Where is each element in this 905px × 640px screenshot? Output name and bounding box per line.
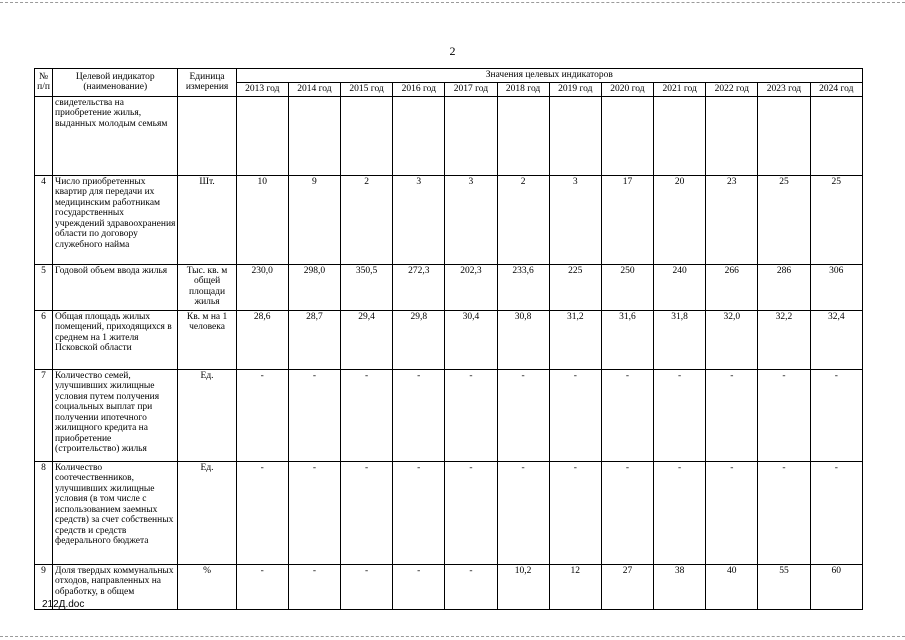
row-number xyxy=(35,96,53,175)
row-number: 5 xyxy=(35,264,53,310)
header-year: 2022 год xyxy=(706,82,758,96)
header-year: 2023 год xyxy=(758,82,810,96)
indicator-value: - xyxy=(654,461,706,564)
indicator-value xyxy=(706,96,758,175)
header-year: 2019 год xyxy=(549,82,601,96)
indicator-name: Доля твердых коммунальных отходов, направленных на обработку, в общем xyxy=(53,564,178,609)
indicator-value: 3 xyxy=(549,175,601,264)
row-number: 9 xyxy=(35,564,53,609)
header-year: 2017 год xyxy=(445,82,497,96)
indicator-value xyxy=(549,96,601,175)
table-row xyxy=(35,175,863,264)
indicator-value: 10,2 xyxy=(497,564,549,609)
indicator-value: - xyxy=(341,369,393,461)
indicator-name: Количество соотечественников, улучшивших жилищные условия (в том числе с использованием заемных средств) за счет собственных средств и средств федерального бюджета xyxy=(53,461,178,564)
header-year: 2021 год xyxy=(654,82,706,96)
indicator-name: Число приобретенных квартир для передачи их медицинским работникам государственных учреждений здравоохранения области по договору служебного найма xyxy=(53,175,178,264)
indicator-value: 272,3 xyxy=(393,264,445,310)
indicator-value xyxy=(341,96,393,175)
indicator-value: - xyxy=(288,564,340,609)
indicator-value: 30,8 xyxy=(497,310,549,369)
table-body xyxy=(35,96,863,609)
header-unit: Единица измерения xyxy=(178,69,236,97)
indicator-value: 31,6 xyxy=(601,310,653,369)
indicator-value xyxy=(445,96,497,175)
indicator-value xyxy=(288,96,340,175)
indicator-value: - xyxy=(288,369,340,461)
indicator-value: - xyxy=(445,461,497,564)
indicator-value: 286 xyxy=(758,264,810,310)
header-year: 2014 год xyxy=(288,82,340,96)
indicator-value: - xyxy=(445,564,497,609)
header-year: 2024 год xyxy=(810,82,862,96)
indicator-unit: % xyxy=(178,564,236,609)
indicator-value: 29,4 xyxy=(341,310,393,369)
indicator-value: - xyxy=(601,369,653,461)
indicator-value: - xyxy=(497,369,549,461)
indicator-value: - xyxy=(393,564,445,609)
indicator-unit: Кв. м на 1 человека xyxy=(178,310,236,369)
row-number: 8 xyxy=(35,461,53,564)
indicator-value: - xyxy=(288,461,340,564)
indicator-value: 30,4 xyxy=(445,310,497,369)
indicator-name: свидетельства на приобретение жилья, выданных молодым семьям xyxy=(53,96,178,175)
indicator-value: 25 xyxy=(810,175,862,264)
indicator-value: 31,2 xyxy=(549,310,601,369)
indicator-value: 27 xyxy=(601,564,653,609)
indicator-value: - xyxy=(341,461,393,564)
indicator-value: 28,6 xyxy=(236,310,288,369)
indicator-name: Количество семей, улучшивших жилищные условия путем получения социальных выплат при получении ипотечного жилищного кредита на приобретение (строительство) жилья xyxy=(53,369,178,461)
header-indicator: Целевой индикатор (наименование) xyxy=(53,69,178,97)
indicator-value: 266 xyxy=(706,264,758,310)
indicator-value xyxy=(393,96,445,175)
indicator-value xyxy=(236,96,288,175)
table-row xyxy=(35,369,863,461)
indicator-value: 31,8 xyxy=(654,310,706,369)
indicator-value: 17 xyxy=(601,175,653,264)
indicator-value xyxy=(758,96,810,175)
row-number: 6 xyxy=(35,310,53,369)
indicator-value: 233,6 xyxy=(497,264,549,310)
indicator-value: 2 xyxy=(341,175,393,264)
scan-edge-top xyxy=(0,2,905,3)
indicator-value: - xyxy=(758,369,810,461)
indicator-value: 350,5 xyxy=(341,264,393,310)
indicator-value: - xyxy=(810,461,862,564)
indicator-value: - xyxy=(236,369,288,461)
indicator-value: - xyxy=(706,369,758,461)
table-header xyxy=(35,69,863,97)
header-year: 2015 год xyxy=(341,82,393,96)
indicator-name: Общая площадь жилых помещений, приходящихся в среднем на 1 жителя Псковской области xyxy=(53,310,178,369)
indicator-value: - xyxy=(445,369,497,461)
indicator-value: 10 xyxy=(236,175,288,264)
indicator-value: 202,3 xyxy=(445,264,497,310)
indicator-value: - xyxy=(393,461,445,564)
indicator-unit xyxy=(178,96,236,175)
indicator-value: - xyxy=(236,461,288,564)
indicator-value: 38 xyxy=(654,564,706,609)
footer-filename: 212Д.doc xyxy=(42,599,85,610)
indicator-unit: Ед. xyxy=(178,369,236,461)
scan-edge-bottom xyxy=(0,636,905,637)
indicator-unit: Шт. xyxy=(178,175,236,264)
indicator-value: - xyxy=(549,369,601,461)
indicator-value: 2 xyxy=(497,175,549,264)
indicator-value: 32,0 xyxy=(706,310,758,369)
table-row xyxy=(35,564,863,609)
indicator-value: 20 xyxy=(654,175,706,264)
table-row xyxy=(35,310,863,369)
header-year: 2013 год xyxy=(236,82,288,96)
indicator-value: 3 xyxy=(393,175,445,264)
indicator-value: - xyxy=(706,461,758,564)
table-row xyxy=(35,96,863,175)
indicator-value: - xyxy=(341,564,393,609)
indicator-value: - xyxy=(654,369,706,461)
page-number: 2 xyxy=(449,44,456,58)
indicator-value: 230,0 xyxy=(236,264,288,310)
indicator-value xyxy=(601,96,653,175)
header-year: 2018 год xyxy=(497,82,549,96)
indicator-value: 60 xyxy=(810,564,862,609)
indicator-value: - xyxy=(236,564,288,609)
table-row xyxy=(35,264,863,310)
indicator-unit: Тыс. кв. м общей площади жилья xyxy=(178,264,236,310)
indicator-value xyxy=(810,96,862,175)
indicator-value: 9 xyxy=(288,175,340,264)
indicator-value: 40 xyxy=(706,564,758,609)
indicator-value: 12 xyxy=(549,564,601,609)
header-year: 2020 год xyxy=(601,82,653,96)
indicator-value: - xyxy=(601,461,653,564)
indicator-value: - xyxy=(549,461,601,564)
indicator-value: 23 xyxy=(706,175,758,264)
indicator-value: 240 xyxy=(654,264,706,310)
indicator-value: 28,7 xyxy=(288,310,340,369)
row-number: 7 xyxy=(35,369,53,461)
indicator-value: 55 xyxy=(758,564,810,609)
indicator-value: - xyxy=(810,369,862,461)
header-num: № п/п xyxy=(35,69,53,97)
indicator-value: 32,2 xyxy=(758,310,810,369)
indicator-value: 25 xyxy=(758,175,810,264)
indicator-value: - xyxy=(497,461,549,564)
indicator-value: 29,8 xyxy=(393,310,445,369)
indicator-value: 32,4 xyxy=(810,310,862,369)
indicator-value xyxy=(654,96,706,175)
indicator-value: 306 xyxy=(810,264,862,310)
table-row xyxy=(35,461,863,564)
indicator-value: - xyxy=(393,369,445,461)
indicator-unit: Ед. xyxy=(178,461,236,564)
indicator-value: 3 xyxy=(445,175,497,264)
indicator-value: - xyxy=(758,461,810,564)
indicator-value: 250 xyxy=(601,264,653,310)
header-year: 2016 год xyxy=(393,82,445,96)
indicator-value: 298,0 xyxy=(288,264,340,310)
indicator-value xyxy=(497,96,549,175)
indicators-table xyxy=(34,68,863,610)
indicator-name: Годовой объем ввода жилья xyxy=(53,264,178,310)
header-values-group: Значения целевых индикаторов xyxy=(236,69,862,83)
indicator-value: 225 xyxy=(549,264,601,310)
row-number: 4 xyxy=(35,175,53,264)
